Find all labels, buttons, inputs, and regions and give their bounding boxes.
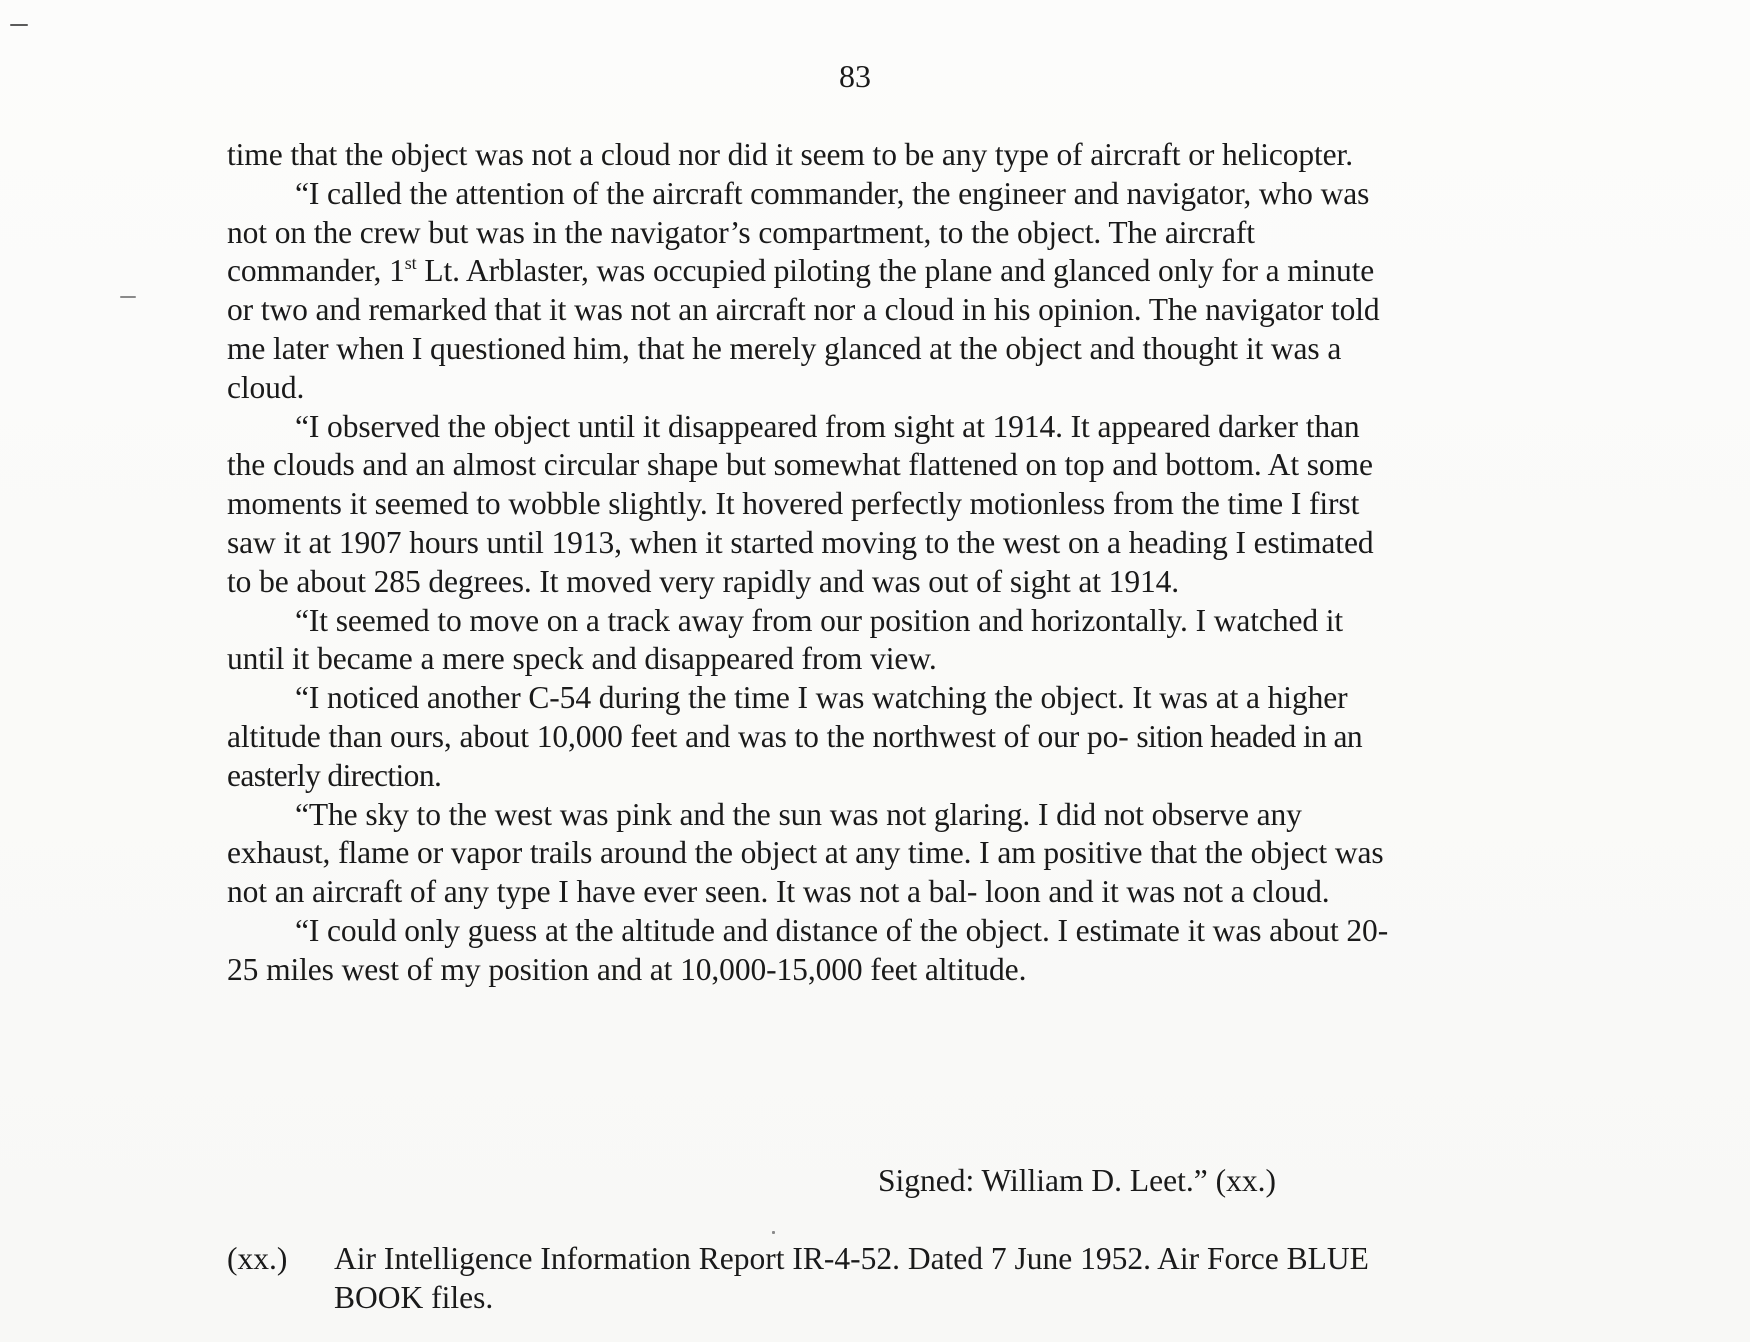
- footnote-marker: (xx.): [227, 1241, 288, 1276]
- paragraph-text: time that the object was not a cloud nor did it seem to be any type of aircraft or helicopter.: [227, 137, 1353, 172]
- signature-line: Signed: William D. Leet.” (xx.): [878, 1163, 1276, 1198]
- paragraph-text: “The sky to the west was pink and the sun was not glaring. I did not observe any exhaust, flame or vapor trails around the object at any time. I am positive that the object was not an aircraft of any type I have ever seen. It was not a bal- loon and it was not a cloud.: [227, 796, 1384, 910]
- paragraph-text: Lt. Arblaster, was occupied piloting the plane and glanced only for a minute or two and remarked that it was not an aircraft nor a cloud in his opinion. The navigator told me later when I questioned him, that he merely glanced at the object and thought it was a cloud.: [227, 253, 1380, 405]
- paragraph-object-observation: [227, 408, 1397, 602]
- paragraph-object-track: [227, 602, 1397, 680]
- rank-number: 1: [389, 253, 405, 289]
- paragraph-aircraft-commander: [227, 175, 1397, 408]
- paragraph-text: “I noticed another C-54 during the time I was watching the object. It was at a higher altitude than ours, about 10,000 feet and was to the northwest of our po-: [227, 680, 1348, 754]
- paragraph-altitude-estimate: [227, 912, 1397, 990]
- scan-artifact-mark: [10, 24, 28, 26]
- ordinal-suffix: st: [404, 253, 417, 274]
- scan-artifact-dot: [772, 1231, 775, 1234]
- paragraph-continuation: [227, 136, 1397, 175]
- paragraph-sky-conditions: [227, 796, 1397, 912]
- footnote-text: Air Intelligence Information Report IR-4-52. Dated 7 June 1952. Air Force BLUE BOOK files.: [334, 1241, 1369, 1315]
- paragraph-text: “I called the attention of the aircraft commander, the engineer and navigator, who was not on the crew but was in the navigator’s compartment, to the object. The aircraft commander,: [227, 175, 1370, 289]
- paragraph-other-aircraft: [227, 679, 1397, 795]
- scan-artifact-mark: [120, 296, 136, 298]
- paragraph-text: “I observed the object until it disappeared from sight at 1914. It appeared darker than the clouds and an almost circular shape but somewhat flattened on top and bottom. At some moments it seemed to wobble slightly. It hovered perfectly motionless from the time I first saw it at 1907 hours until 1913, when it started moving to the west on a heading I estimated to be about 285 degrees. It moved very rapidly and was out of sight at 1914.: [227, 408, 1374, 599]
- body-text: [227, 136, 1397, 990]
- paragraph-text-condensed: sition headed in an easterly direction.: [227, 718, 1363, 793]
- paragraph-text: “It seemed to move on a track away from our position and horizontally. I watched it until it became a mere speck and disappeared from view.: [227, 602, 1344, 677]
- page-number: 83: [839, 58, 871, 94]
- paragraph-text: “I could only guess at the altitude and distance of the object. I estimate it was about 20-25 miles west of my position and at 10,000-15,000 feet altitude.: [227, 912, 1389, 987]
- footnote: [227, 1240, 1427, 1317]
